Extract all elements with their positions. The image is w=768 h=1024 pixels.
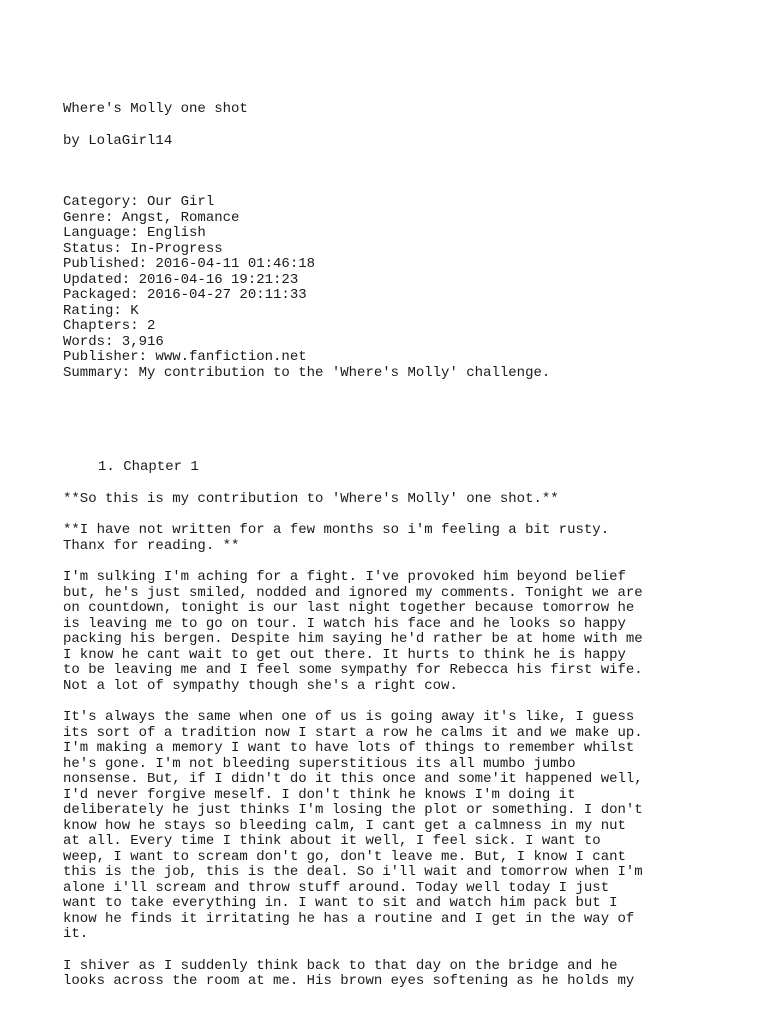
story-title: Where's Molly one shot [63, 101, 248, 117]
document-page [63, 102, 753, 990]
story-paragraph: I'm sulking I'm aching for a fight. I've provoked him beyond belief but, he's just smiled, nodded and ignored my comments. Tonight we are on countdown, tonight is our last night together because tomorrow he is leaving me to go on tour. I watch his face and he looks so happy packing his bergen. Despite him saying he'd rather be at home with me I know he cant wait to get out there. It hurts to think he is happy to be leaving me and I feel some sympathy for Rebecca his first wife. Not a lot of sympathy though she's a right cow. [63, 569, 643, 694]
meta-summary: Summary: My contribution to the 'Where's Molly' challenge. [63, 364, 551, 381]
story-metadata [63, 195, 753, 381]
meta-genre: Genre: Angst, Romance [63, 209, 240, 226]
meta-status: Status: In-Progress [63, 240, 223, 257]
chapter-list-item: 1. Chapter 1 [98, 459, 199, 475]
meta-updated: Updated: 2016-04-16 19:21:23 [63, 271, 299, 288]
meta-published: Published: 2016-04-11 01:46:18 [63, 256, 316, 272]
story-paragraph: It's always the same when one of us is going away it's like, I guess its sort of a tradition now I start a row he calms it and we make up. I'm making a memory I want to have lots of things to remember whilst he's gone. I'm not bleeding superstitious its all mumbo jumbo nonsense. But, if I didn't do it this once and some'it happened well, I'd never forgive meself. I don't think he knows I'm doing it deliberately he just thinks I'm losing the plot or something. I don't know how he stays so bleeding calm, I cant get a calmness in my nut at all. Every time I think about it well, I feel sick. I want to weep, I want to scream don't go, don't leave me. But, I know I cant this is the job, this is the deal. So i'll wait and tomorrow when I'm alone i'll scream and throw stuff around. Today well today I just want to take everything in. I want to sit and watch him pack but I know he finds it irritating he has a routine and I get in the way of it. [63, 709, 643, 942]
author-note: **So this is my contribution to 'Where's Molly' one shot.** [63, 490, 559, 507]
story-paragraph: I shiver as I suddenly think back to that day on the bridge and he looks across the room at me. His brown eyes softening as he holds my [63, 957, 635, 989]
meta-language: Language: English [63, 225, 206, 241]
meta-publisher: Publisher: www.fanfiction.net [63, 349, 307, 365]
story-byline: by LolaGirl14 [63, 132, 173, 149]
meta-category: Category: Our Girl [63, 194, 215, 210]
meta-words: Words: 3,916 [63, 333, 164, 350]
meta-rating: Rating: K [63, 302, 139, 319]
meta-chapters: Chapters: 2 [63, 318, 156, 334]
author-note: **I have not written for a few months so i'm feeling a bit rusty. Thanx for reading. ** [63, 522, 610, 554]
meta-packaged: Packaged: 2016-04-27 20:11:33 [63, 287, 307, 303]
